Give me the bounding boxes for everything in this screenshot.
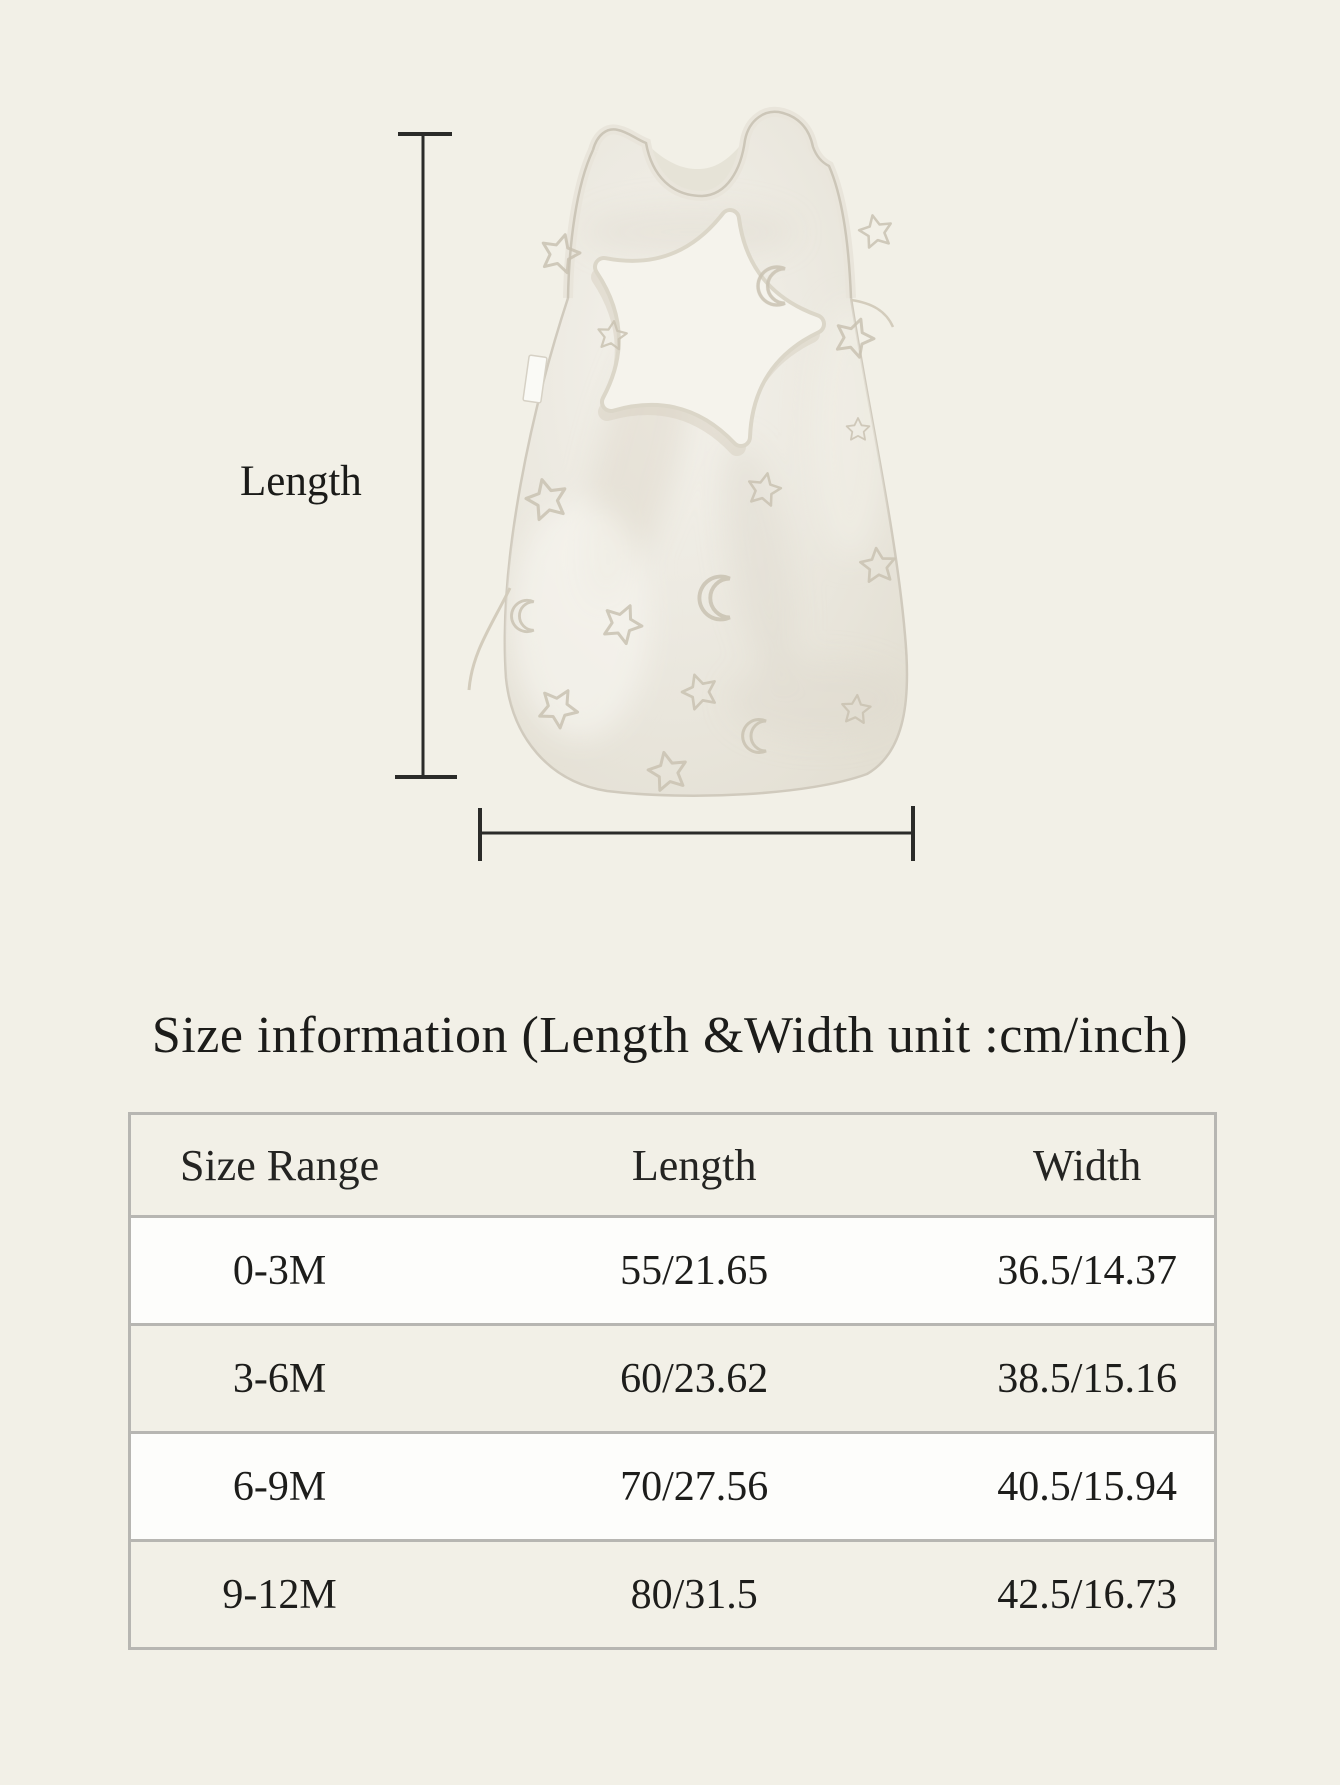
length-measure-line — [395, 134, 457, 777]
col-header-width: Width — [1033, 1140, 1142, 1190]
width-cell: 40.5/15.94 — [997, 1463, 1177, 1510]
width-cell: 42.5/16.73 — [997, 1571, 1177, 1618]
length-dimension-label: Length — [240, 458, 362, 505]
table-row-3-6m — [130, 1325, 1216, 1433]
size-range-cell: 9-12M — [222, 1571, 337, 1618]
width-cell: 36.5/14.37 — [997, 1247, 1177, 1294]
size-table — [128, 1112, 1217, 1650]
table-row-0-3m — [130, 1217, 1216, 1325]
size-table-container — [128, 1112, 1217, 1650]
star-motif — [857, 212, 895, 249]
length-cell: 80/31.5 — [630, 1571, 758, 1618]
size-table-header-row — [130, 1114, 1216, 1217]
length-cell: 55/21.65 — [620, 1247, 769, 1294]
col-header-size-range: Size Range — [179, 1140, 380, 1190]
size-range-cell: 0-3M — [232, 1247, 327, 1294]
sleep-sack — [469, 112, 910, 796]
width-cell: 38.5/15.16 — [997, 1355, 1177, 1402]
size-range-cell: 3-6M — [232, 1355, 327, 1402]
length-cell: 70/27.56 — [620, 1463, 769, 1510]
width-measure-line — [480, 806, 913, 861]
col-header-length: Length — [631, 1140, 757, 1190]
table-row-9-12m — [130, 1541, 1216, 1649]
size-range-cell: 6-9M — [232, 1463, 327, 1510]
length-cell: 60/23.62 — [620, 1355, 769, 1402]
size-info-title: Size information (Length &Width unit :cm/inch) — [151, 1007, 1189, 1064]
table-row-6-9m — [130, 1433, 1216, 1541]
